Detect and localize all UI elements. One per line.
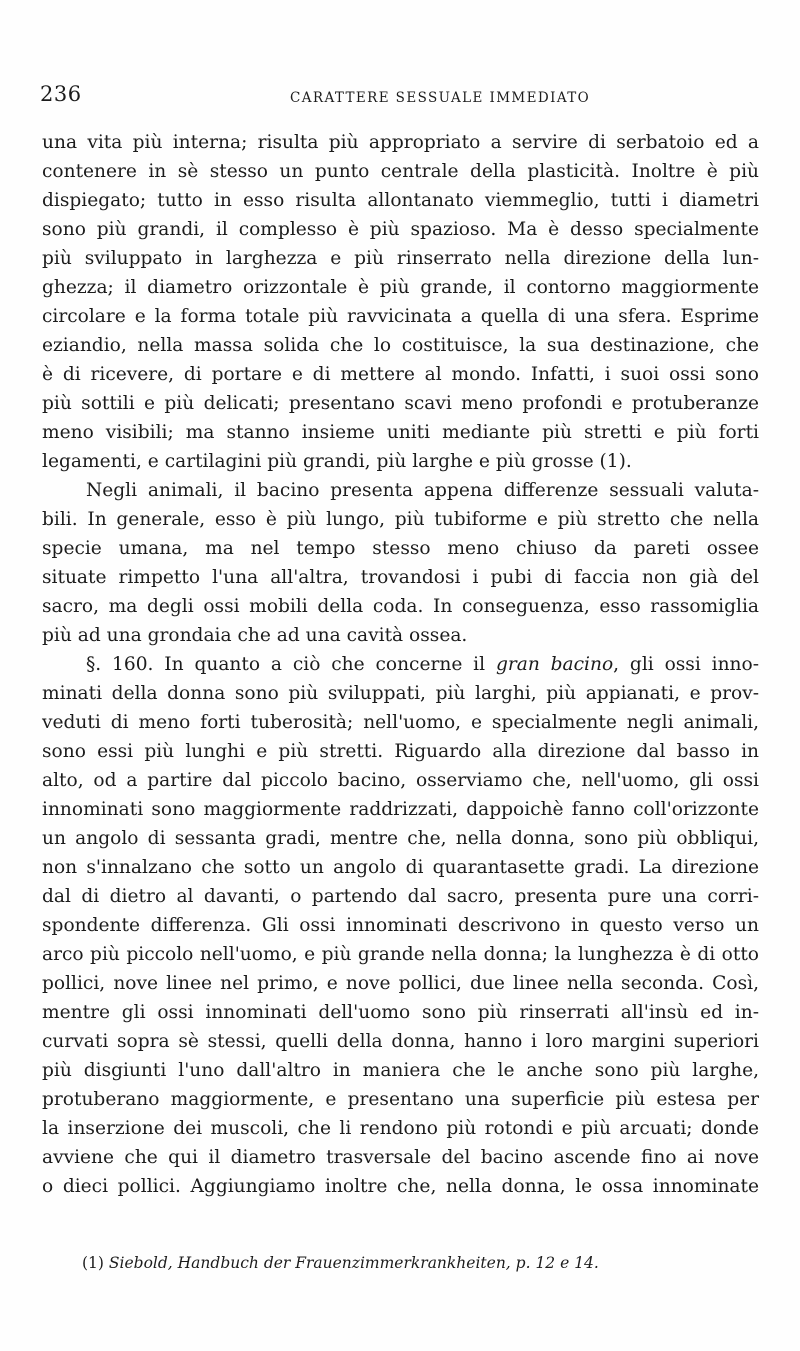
text-line: arco più piccolo nell'uomo, e più grande nella donna; la lunghezza è di otto: [42, 944, 759, 965]
text-line: è di ricevere, di portare e di mettere al mondo. Infatti, i suoi ossi sono: [42, 364, 759, 385]
text-line: circolare e la forma totale più ravvicinata a quella di una sfera. Esprime: [42, 306, 759, 327]
text-line: spondente differenza. Gli ossi innominati descrivono in questo verso un: [42, 915, 759, 936]
text-line: dispiegato; tutto in esso risulta allontanato viemmeglio, tutti i diametri: [42, 190, 759, 211]
text-line: una vita più interna; risulta più appropriato a servire di serbatoio ed a: [42, 132, 759, 153]
text-line: legamenti, e cartilagini più grandi, più larghe e più grosse (1).: [42, 451, 632, 472]
text-line: più sviluppato in larghezza e più rinserrato nella direzione della lun-: [42, 248, 759, 269]
footnote: [82, 1254, 599, 1272]
text-line: o dieci pollici. Aggiungiamo inoltre che, nella donna, le ossa innominate: [42, 1176, 759, 1197]
text-line: avviene che qui il diametro trasversale del bacino ascende fino ai nove: [42, 1147, 759, 1168]
text-line: sacro, ma degli ossi mobili della coda. In conseguenza, esso rassomiglia: [42, 596, 759, 617]
italic-term: gran bacino: [495, 654, 614, 675]
text-line: più ad una grondaia che ad una cavità ossea.: [42, 625, 468, 646]
text-line: un angolo di sessanta gradi, mentre che, nella donna, sono più obbliqui,: [42, 828, 759, 849]
text-line: curvati sopra sè stessi, quelli della donna, hanno i loro margini superiori: [42, 1031, 759, 1052]
text-line: la inserzione dei muscoli, che li rendono più rotondi e più arcuati; donde: [42, 1118, 759, 1139]
running-head: CARATTERE SESSUALE IMMEDIATO: [290, 90, 591, 106]
page-number: 236: [40, 82, 82, 106]
text-line: alto, od a partire dal piccolo bacino, osserviamo che, nell'uomo, gli ossi: [42, 770, 759, 791]
section-160-tail: , gli ossi inno-: [613, 654, 760, 675]
text-line: più disgiunti l'uno dall'altro in maniera che le anche sono più larghe,: [42, 1060, 759, 1081]
footnote-author: Siebold,: [108, 1254, 173, 1272]
footnote-marker: (1): [82, 1254, 104, 1272]
text-line: protuberano maggiormente, e presentano una superficie più estesa per: [42, 1089, 759, 1110]
text-line: mentre gli ossi innominati dell'uomo sono più rinserrati all'insù ed in-: [42, 1002, 759, 1023]
text-line: ghezza; il diametro orizzontale è più grande, il contorno maggiormente: [42, 277, 759, 298]
text-line: bili. In generale, esso è più lungo, più tubiforme e più stretto che nella: [42, 509, 759, 530]
text-line: meno visibili; ma stanno insieme uniti mediante più stretti e più forti: [42, 422, 759, 443]
text-line: sono più grandi, il complesso è più spazioso. Ma è desso specialmente: [42, 219, 759, 240]
footnote-pages: p. 12 e 14.: [515, 1254, 599, 1272]
text-line: innominati sono maggiormente raddrizzati, dappoichè fanno coll'orizzonte: [42, 799, 759, 820]
text-line: pollici, nove linee nel primo, e nove pollici, due linee nella seconda. Così,: [42, 973, 759, 994]
text-line: più sottili e più delicati; presentano scavi meno profondi e protuberanze: [42, 393, 759, 414]
section-160-lead: §. 160. In quanto a ciò che concerne il: [86, 654, 486, 675]
text-line: contenere in sè stesso un punto centrale della plasticità. Inoltre è più: [42, 161, 759, 182]
text-line: minati della donna sono più sviluppati, più larghi, più appianati, e prov-: [42, 683, 759, 704]
text-line: dal di dietro al davanti, o partendo dal sacro, presenta pure una corri-: [42, 886, 759, 907]
section-160-start: [42, 650, 759, 679]
text-line: specie umana, ma nel tempo stesso meno chiuso da pareti ossee: [42, 538, 759, 559]
text-line: eziandio, nella massa solida che lo costituisce, la sua destinazione, che: [42, 335, 759, 356]
paragraph-start: Negli animali, il bacino presenta appena differenze sessuali valuta-: [86, 480, 759, 501]
text-line: sono essi più lunghi e più stretti. Riguardo alla direzione dal basso in: [42, 741, 759, 762]
text-line: non s'innalzano che sotto un angolo di quarantasette gradi. La direzione: [42, 857, 759, 878]
body-text: [42, 128, 759, 1201]
text-line: veduti di meno forti tuberosità; nell'uomo, e specialmente negli animali,: [42, 712, 759, 733]
text-line: situate rimpetto l'una all'altra, trovandosi i pubi di faccia non già del: [42, 567, 759, 588]
footnote-work-title: Handbuch der Frauenzimmerkrankheiten,: [177, 1254, 511, 1272]
